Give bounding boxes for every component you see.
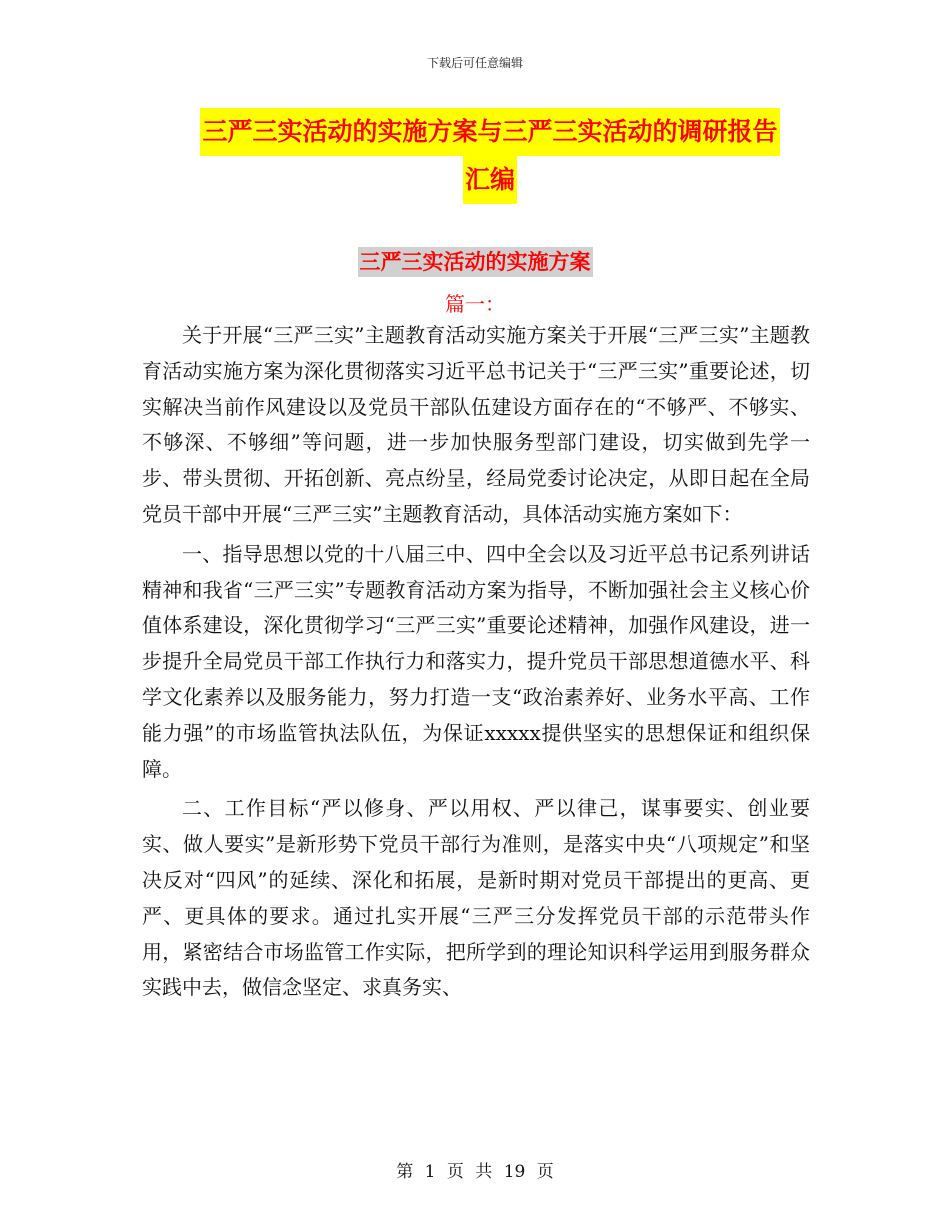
- document-title: [140, 108, 840, 204]
- chapter-label: 篇一：: [445, 292, 505, 316]
- document-title-line-1: 三严三实活动的实施方案与三严三实活动的调研报告: [200, 108, 779, 156]
- paragraph: 二、工作目标“严以修身、严以用权、严以律己，谋事要实、创业要实、做人要实”是新形势下党员干部行为准则，是落实中央“八项规定”和坚决反对“四风”的延续、深化和拓展，是新时期对党员干部提出的更高、更严、更具体的要求。通过扎实开展“三严三分发挥党员干部的示范带头作用，紧密结合市场监管工作实际，把所学到的理论知识科学运用到服务群众实践中去，做信念坚定、求真务实、: [142, 796, 810, 1000]
- document-title-line-2: 汇编: [463, 156, 517, 204]
- document-body: [142, 318, 810, 1010]
- paragraph: 一、指导思想以党的十八届三中、四中全会以及习近平总书记系列讲话精神和我省“三严三实”专题教育活动方案为指导，不断加强社会主义核心价值体系建设，深化贯彻学习“三严三实”重要论述精神，加强作风建设，进一步提升全局党员干部工作执行力和落实力，提升党员干部思想道德水平、科学文化素养以及服务能力，努力打造一支“政治素养好、业务水平高、工作能力强”的市场监管执法队伍，为保证xxxxx提供坚实的思想保证和组织保障。: [142, 541, 810, 781]
- header-note: 下载后可任意编辑: [426, 56, 523, 70]
- page-number: 第 1 页 共 19 页: [396, 1162, 554, 1182]
- section-title: [0, 247, 950, 277]
- paragraph: 关于开展“三严三实”主题教育活动实施方案关于开展“三严三实”主题教育活动实施方案为深化贯彻落实习近平总书记关于“三严三实”重要论述，切实解决当前作风建设以及党员干部队伍建设方面存在的“不够严、不够实、不够深、不够细”等问题，进一步加快服务型部门建设，切实做到先学一步、带头贯彻、开拓创新、亮点纷呈，经局党委讨论决定，从即日起在全局党员干部中开展“三严三实”主题教育活动，具体活动实施方案如下：: [142, 323, 810, 526]
- section-title-text: 三严三实活动的实施方案: [358, 247, 593, 277]
